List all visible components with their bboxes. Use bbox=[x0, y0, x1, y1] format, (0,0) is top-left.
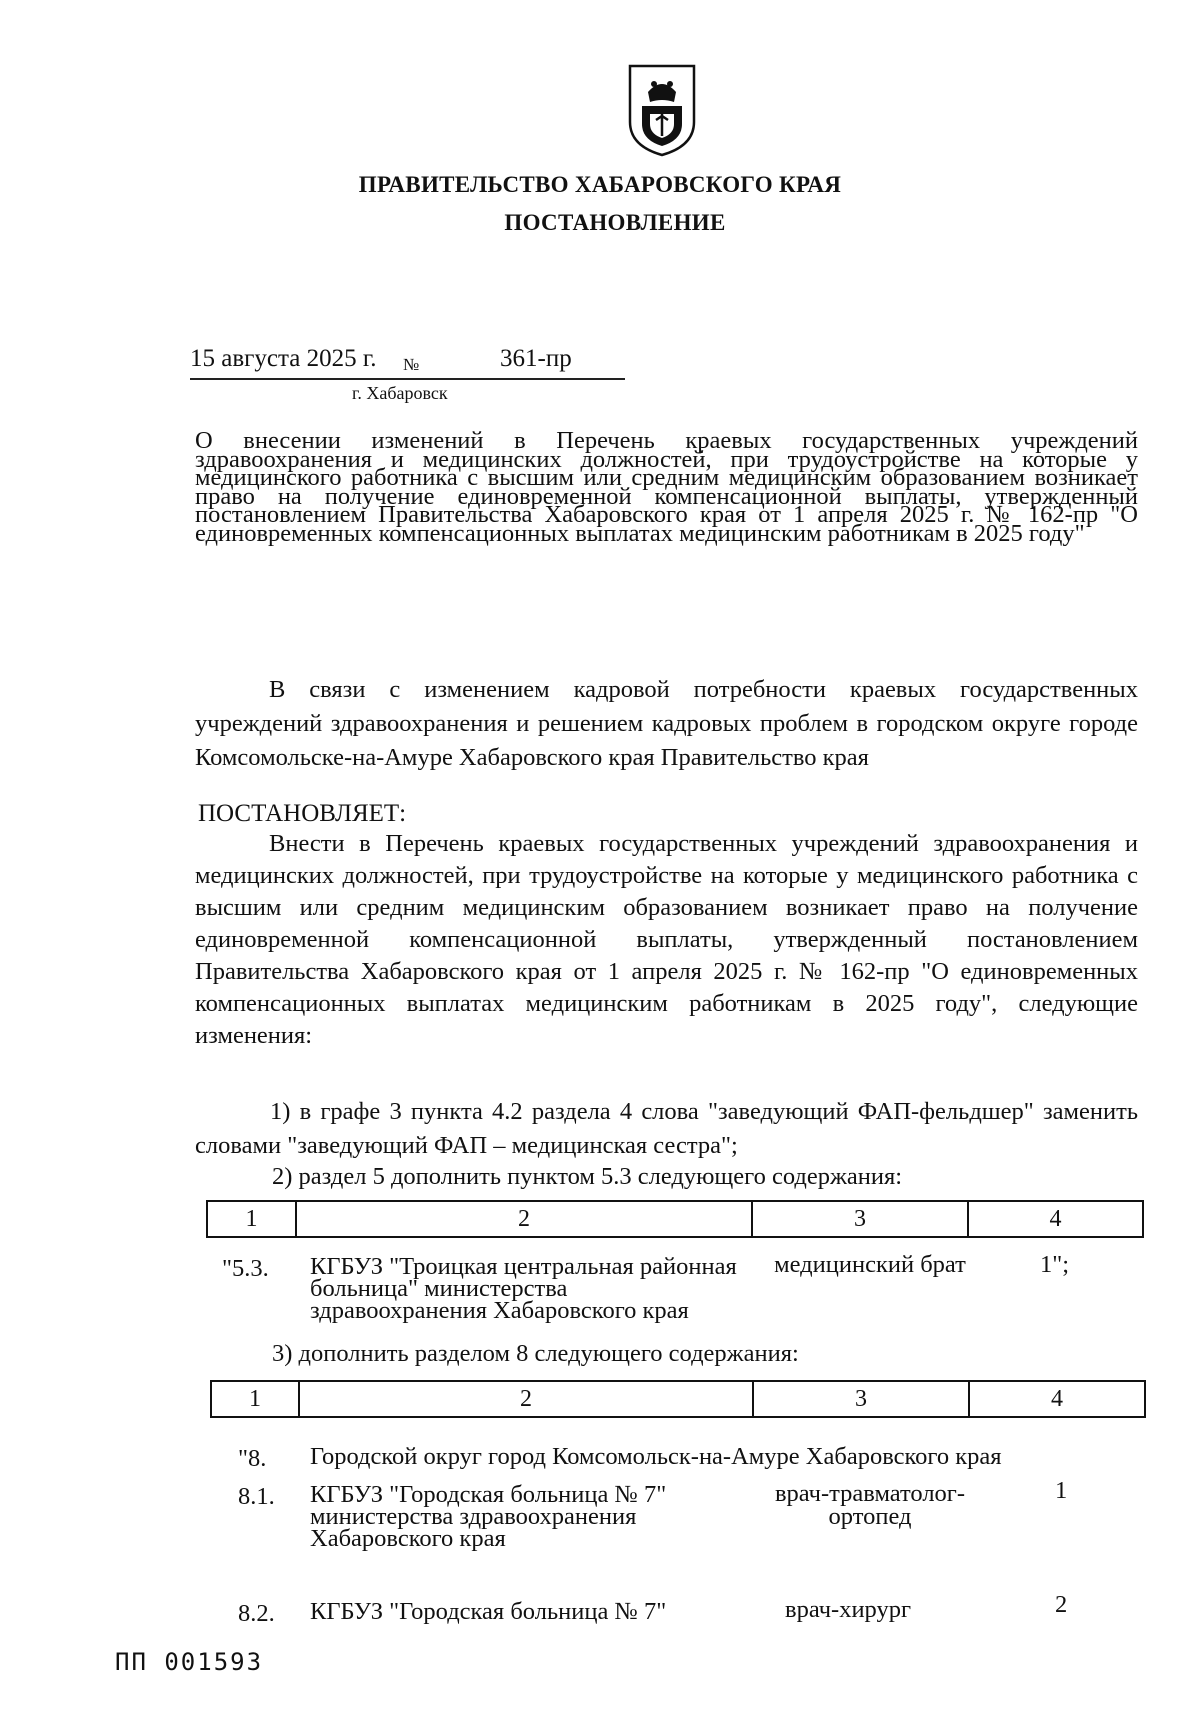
table-2-row-institution: КГБУЗ "Городская больница № 7" министерства здравоохранения Хабаровского края bbox=[310, 1481, 667, 1552]
date-number-underline bbox=[190, 378, 625, 380]
table-1-row-institution: КГБУЗ "Троицкая центральная районная больница" министерства здравоохранения Хабаровского края bbox=[310, 1253, 737, 1324]
column-header: 3 bbox=[753, 1381, 969, 1417]
column-header: 4 bbox=[968, 1201, 1143, 1237]
table-2-row-count: 2 bbox=[1055, 1591, 1068, 1618]
document-title: О внесении изменений в Перечень краевых государственных учреждений здравоохранения и медицинских должностей, при трудоустройстве на которые у медицинского работника с высшим или средним медицинским образованием возникает право на получение единовременной компенсационной выплаты, утвержденный постановлением Правительства Хабаровского края от 1 апреля 2025 г. № 162-пр "О единовременных компенсационных выплатах медицинским работникам в 2025 году" bbox=[195, 427, 1138, 547]
document-number: 361-пр bbox=[500, 345, 572, 372]
number-sign: № bbox=[403, 355, 420, 374]
amendment-item-1: 1) в графе 3 пункта 4.2 раздела 4 слова "заведующий ФАП-фельдшер" заменить словами "заведующий ФАП – медицинская сестра"; bbox=[195, 1098, 1138, 1159]
preamble-paragraph: В связи с изменением кадровой потребности краевых государственных учреждений здравоохранения и решением кадровых проблем в городском округе городе Комсомольске-на-Амуре Хабаровского края Правительство края bbox=[195, 676, 1138, 771]
form-serial-number: ПП 001593 bbox=[115, 1648, 264, 1676]
table-1-header bbox=[206, 1200, 1144, 1238]
table-2-section-title: Городской округ город Комсомольск-на-Амуре Хабаровского края bbox=[310, 1443, 1002, 1470]
document-date: 15 августа 2025 г. bbox=[190, 345, 377, 372]
coat-of-arms-emblem bbox=[626, 62, 698, 158]
table-2-row-number: 8.1. bbox=[238, 1483, 275, 1510]
column-header: 1 bbox=[207, 1201, 296, 1237]
table-2-section-number: "8. bbox=[238, 1445, 267, 1472]
column-header: 2 bbox=[299, 1381, 753, 1417]
table-2-row-position: врач-травматолог-ортопед bbox=[774, 1480, 966, 1530]
column-header: 2 bbox=[296, 1201, 752, 1237]
column-header: 3 bbox=[752, 1201, 968, 1237]
amendment-item-3: 3) дополнить разделом 8 следующего содержания: bbox=[272, 1340, 799, 1367]
organization-title: ПРАВИТЕЛЬСТВО ХАБАРОВСКОГО КРАЯ bbox=[358, 172, 842, 197]
resolve-heading: ПОСТАНОВЛЯЕТ: bbox=[198, 800, 407, 827]
table-2-row-number: 8.2. bbox=[238, 1600, 275, 1627]
document-city: г. Хабаровск bbox=[352, 383, 448, 403]
amendment-item-2: 2) раздел 5 дополнить пунктом 5.3 следующего содержания: bbox=[272, 1163, 903, 1190]
table-2-row-count: 1 bbox=[1055, 1477, 1068, 1504]
table-2-row-institution: КГБУЗ "Городская больница № 7" bbox=[310, 1598, 667, 1625]
document-type: ПОСТАНОВЛЕНИЕ bbox=[504, 210, 726, 235]
body-paragraph: Внести в Перечень краевых государственных учреждений здравоохранения и медицинских должностей, при трудоустройстве на которые у медицинского работника с высшим или средним медицинским образованием возникает право на получение единовременной компенсационной выплаты, утвержденный постановлением Правительства Хабаровского края от 1 апреля 2025 г. № 162-пр "О единовременных компенсационных выплатах медицинским работникам в 2025 году", следующие изменения: bbox=[195, 830, 1138, 1049]
table-1-row-position: медицинский брат bbox=[774, 1251, 966, 1278]
table-2-header bbox=[210, 1380, 1146, 1418]
column-header: 1 bbox=[211, 1381, 299, 1417]
column-header: 4 bbox=[969, 1381, 1145, 1417]
table-1-row-count: 1"; bbox=[1040, 1251, 1070, 1278]
table-2-row-position: врач-хирург bbox=[785, 1596, 912, 1623]
table-1-row-number: "5.3. bbox=[222, 1255, 269, 1282]
